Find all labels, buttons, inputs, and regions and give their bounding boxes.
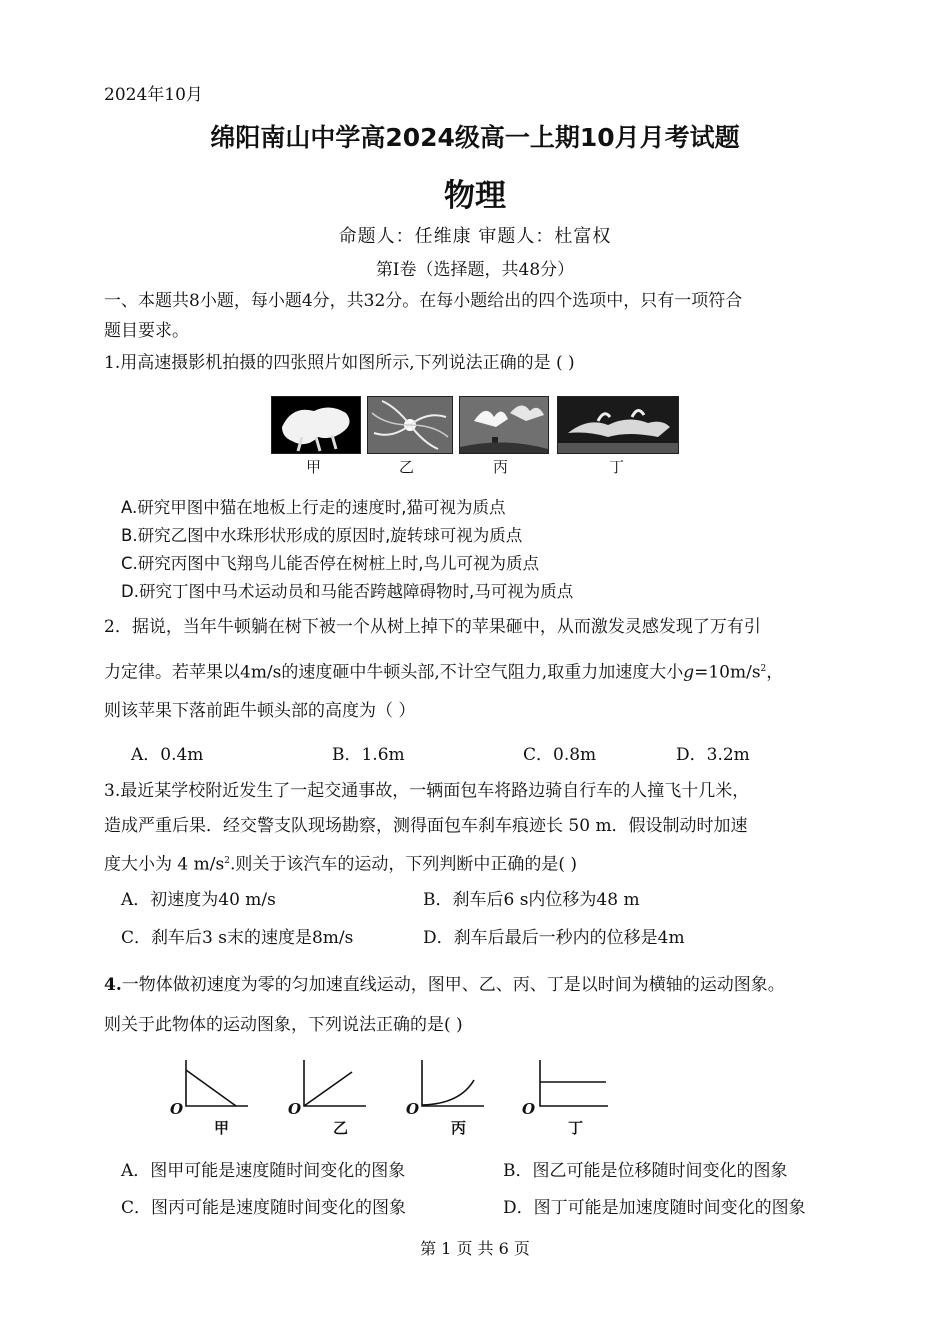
section1-line2: 题目要求。 bbox=[104, 321, 189, 341]
q1-option-a: A.研究甲图中猫在地板上行走的速度时,猫可视为质点 bbox=[121, 498, 506, 517]
q2-line2-text: 力定律。若苹果以4m/s的速度砸中牛顿头部,不计空气阻力,取重力加速度大小 bbox=[104, 662, 684, 683]
graph-label-jia: 甲 bbox=[214, 1119, 230, 1137]
origin-label-jia: O bbox=[170, 1100, 184, 1118]
graph-label-ding: 丁 bbox=[568, 1119, 584, 1137]
q2-line2-value: =10m/s bbox=[694, 662, 761, 683]
q2-option-c: C．0.8m bbox=[523, 745, 597, 765]
q3-option-c: C．刹车后3 s末的速度是8m/s bbox=[121, 928, 354, 948]
q1-stem: 1.用高速摄影机拍摄的四张照片如图所示,下列说法正确的是 ( ) bbox=[104, 353, 575, 373]
q3-line1: 3.最近某学校附近发生了一起交通事故，一辆面包车将路边骑自行车的人撞飞十几米， bbox=[104, 781, 750, 801]
q4-line1 bbox=[104, 972, 785, 999]
graph-yi bbox=[290, 1060, 370, 1112]
q4-option-d: D．图丁可能是加速度随时间变化的图象 bbox=[503, 1198, 806, 1218]
q3-line2: 造成严重后果．经交警支队现场勘察，测得面包车刹车痕迹长 50 m．假设制动时加速 bbox=[104, 816, 748, 836]
q2-superscript: 2 bbox=[760, 664, 767, 674]
subject-title: 物理 bbox=[444, 178, 506, 214]
gravity-symbol: g bbox=[683, 662, 695, 683]
q4-number: 4. bbox=[104, 975, 122, 995]
cat-photo bbox=[271, 396, 361, 454]
origin-label-yi: O bbox=[288, 1100, 302, 1118]
horse-photo bbox=[557, 396, 679, 454]
q1-option-c: C.研究丙图中飞翔鸟儿能否停在树桩上时,鸟儿可视为质点 bbox=[121, 554, 540, 573]
photo-label-bing: 丙 bbox=[493, 458, 509, 476]
q2-option-d: D．3.2m bbox=[676, 745, 750, 765]
q4-option-a: A．图甲可能是速度随时间变化的图象 bbox=[121, 1161, 406, 1181]
photo-label-jia: 甲 bbox=[306, 458, 322, 476]
q1-option-b: B.研究乙图中水珠形状形成的原因时,旋转球可视为质点 bbox=[121, 526, 523, 545]
q3-line3-rest: .则关于该汽车的运动，下列判断中正确的是( ) bbox=[229, 854, 578, 875]
bird-photo bbox=[459, 396, 549, 454]
q4-line2: 则关于此物体的运动图象，下列说法正确的是( ) bbox=[104, 1015, 463, 1035]
q1-option-d: D.研究丁图中马术运动员和马能否跨越障碍物时,马可视为质点 bbox=[121, 582, 574, 601]
origin-label-ding: O bbox=[522, 1100, 536, 1118]
photo-label-ding: 丁 bbox=[609, 458, 625, 476]
q3-line3-text: 度大小为 4 m/s bbox=[104, 854, 225, 875]
q3-option-a: A．初速度为40 m/s bbox=[121, 890, 276, 910]
q4-option-c: C．图丙可能是速度随时间变化的图象 bbox=[121, 1198, 407, 1218]
q2-line2 bbox=[104, 656, 783, 687]
exam-date: 2024年10月 bbox=[104, 85, 203, 105]
graph-bing bbox=[408, 1060, 488, 1112]
graph-label-yi: 乙 bbox=[333, 1119, 349, 1137]
exam-title: 绵阳南山中学高2024级高一上期10月月考试题 bbox=[210, 123, 740, 152]
graph-jia bbox=[172, 1060, 252, 1112]
section1-line1: 一、本题共8小题，每小题4分，共32分。在每小题给出的四个选项中，只有一项符合 bbox=[104, 291, 743, 311]
authors-line: 命题人：任维康 审题人：杜富权 bbox=[338, 226, 612, 247]
q2-line1: 2．据说，当年牛顿躺在树下被一个从树上掉下的苹果砸中，从而激发灵感发现了万有引 bbox=[104, 617, 761, 637]
q2-option-a: A．0.4m bbox=[131, 745, 204, 765]
q3-option-d: D．刹车后最后一秒内的位移是4m bbox=[423, 928, 685, 948]
origin-label-bing: O bbox=[406, 1100, 420, 1118]
volume-heading: 第Ⅰ卷（选择题，共48分） bbox=[375, 260, 575, 280]
spinning-ball-photo bbox=[367, 396, 453, 454]
photo-label-yi: 乙 bbox=[399, 458, 415, 476]
q2-line3: 则该苹果下落前距牛顿头部的高度为（ ） bbox=[104, 701, 416, 721]
q3-superscript: 2 bbox=[224, 856, 230, 866]
q3-line3 bbox=[104, 848, 577, 879]
q3-option-b: B．刹车后6 s内位移为48 m bbox=[423, 890, 640, 910]
q4-line1-text: 一物体做初速度为零的匀加速直线运动，图甲、乙、丙、丁是以时间为横轴的运动图象。 bbox=[121, 975, 785, 995]
graph-ding bbox=[526, 1060, 616, 1112]
q2-line2-punct: ， bbox=[766, 662, 784, 683]
page-footer: 第 1 页 共 6 页 bbox=[420, 1239, 530, 1258]
graph-label-bing: 丙 bbox=[451, 1119, 467, 1137]
q4-option-b: B．图乙可能是位移随时间变化的图象 bbox=[503, 1161, 788, 1181]
q2-option-b: B．1.6m bbox=[332, 745, 405, 765]
